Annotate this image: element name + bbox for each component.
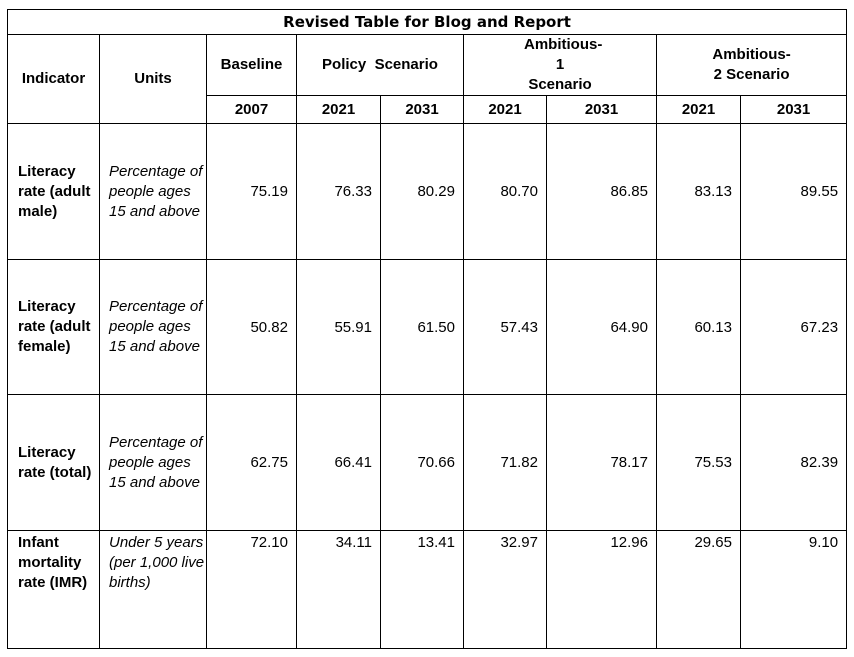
year-header: 2007 (207, 96, 297, 124)
value-cell: 82.39 (741, 395, 847, 531)
value-cell: 71.82 (464, 395, 547, 531)
indicator-cell: Infant mortality rate (IMR) (8, 531, 100, 649)
header-units: Units (100, 35, 207, 124)
value-cell: 61.50 (381, 260, 464, 395)
value-cell: 60.13 (657, 260, 741, 395)
value-cell: 76.33 (297, 124, 381, 260)
units-cell: Percentage of people ages 15 and above (100, 124, 207, 260)
value-cell: 72.10 (207, 531, 297, 649)
header-baseline: Baseline (207, 35, 297, 96)
table-row (8, 395, 847, 531)
value-cell: 75.53 (657, 395, 741, 531)
value-cell: 29.65 (657, 531, 741, 649)
units-cell: Percentage of people ages 15 and above (100, 395, 207, 531)
value-cell: 67.23 (741, 260, 847, 395)
data-table (7, 9, 847, 649)
value-cell: 80.29 (381, 124, 464, 260)
value-cell: 80.70 (464, 124, 547, 260)
header-ambitious-2-scenario: Ambitious-2 Scenario (657, 35, 847, 96)
year-header: 2021 (657, 96, 741, 124)
units-cell: Under 5 years (per 1,000 live births) (100, 531, 207, 649)
value-cell: 34.11 (297, 531, 381, 649)
value-cell: 86.85 (547, 124, 657, 260)
value-cell: 57.43 (464, 260, 547, 395)
year-header: 2021 (464, 96, 547, 124)
indicator-cell: Literacy rate (adult female) (8, 260, 100, 395)
value-cell: 89.55 (741, 124, 847, 260)
value-cell: 75.19 (207, 124, 297, 260)
indicator-cell: Literacy rate (total) (8, 395, 100, 531)
value-cell: 64.90 (547, 260, 657, 395)
table-row (8, 260, 847, 395)
value-cell: 9.10 (741, 531, 847, 649)
header-indicator: Indicator (8, 35, 100, 124)
value-cell: 12.96 (547, 531, 657, 649)
value-cell: 78.17 (547, 395, 657, 531)
value-cell: 83.13 (657, 124, 741, 260)
year-header: 2031 (741, 96, 847, 124)
value-cell: 50.82 (207, 260, 297, 395)
value-cell: 66.41 (297, 395, 381, 531)
table-row (8, 531, 847, 649)
indicator-cell: Literacy rate (adult male) (8, 124, 100, 260)
table-row (8, 124, 847, 260)
table-title: Revised Table for Blog and Report (8, 10, 847, 35)
year-header: 2031 (381, 96, 464, 124)
year-header: 2021 (297, 96, 381, 124)
units-cell: Percentage of people ages 15 and above (100, 260, 207, 395)
value-cell: 62.75 (207, 395, 297, 531)
value-cell: 13.41 (381, 531, 464, 649)
value-cell: 70.66 (381, 395, 464, 531)
value-cell: 32.97 (464, 531, 547, 649)
value-cell: 55.91 (297, 260, 381, 395)
header-policy-scenario: Policy Scenario (297, 35, 464, 96)
year-header: 2031 (547, 96, 657, 124)
header-ambitious-1-scenario: Ambitious-1 Scenario (464, 35, 657, 96)
